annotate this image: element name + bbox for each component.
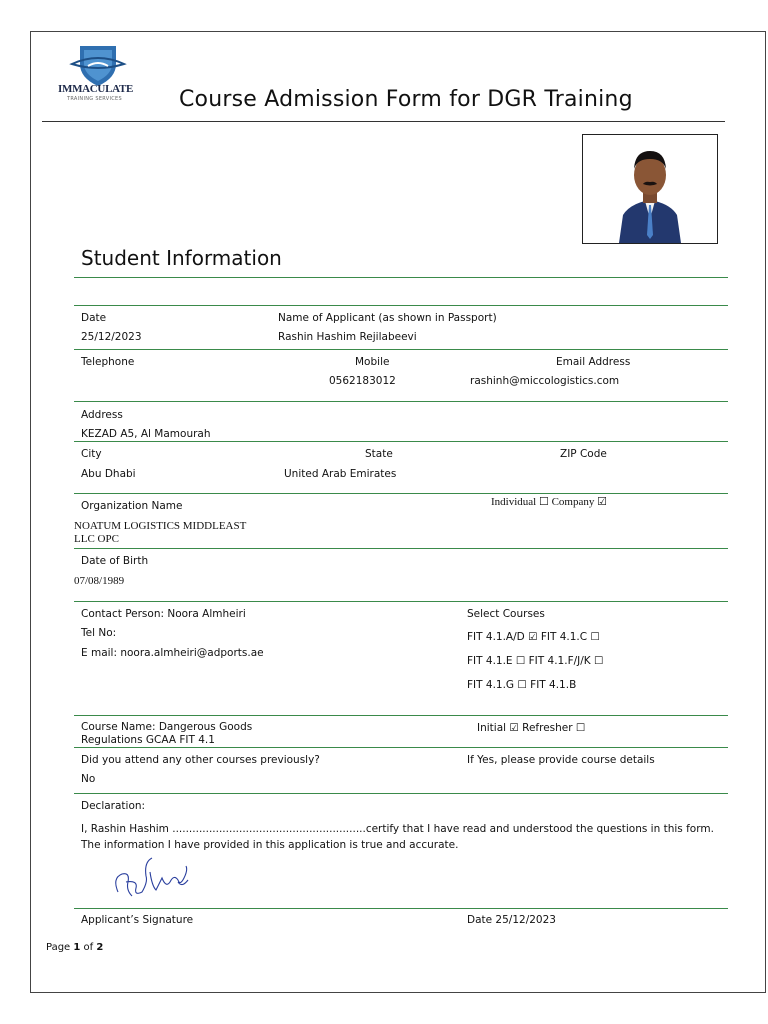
signature-label: Applicant’s Signature [81, 914, 194, 926]
page-number [46, 941, 103, 955]
page-mid: of [80, 942, 97, 953]
organization-type-checkboxes[interactable]: Individual ☐ Company ☑ [491, 496, 607, 508]
declaration-line1: I, Rashin Hashim ..........................................................certify that I have read and understood the questions in this form. [81, 823, 714, 835]
divider-8 [74, 601, 728, 602]
select-courses-label: Select Courses [467, 608, 545, 620]
course-details-label: If Yes, please provide course details [467, 754, 655, 766]
page-current: 1 [73, 942, 81, 953]
contact-person: Contact Person: Noora Almheiri [81, 608, 246, 620]
city-label: City [81, 448, 102, 460]
telephone-label: Telephone [81, 356, 135, 368]
course-name-line1: Course Name: Dangerous Goods [81, 721, 253, 733]
divider-11 [74, 793, 728, 794]
dob-value[interactable]: 07/08/1989 [74, 575, 125, 587]
state-label: State [365, 448, 393, 460]
mobile-value[interactable]: 0562183012 [329, 375, 396, 387]
previous-courses-label: Did you attend any other courses previously? [81, 754, 320, 766]
declaration-line2: The information I have provided in this application is true and accurate. [81, 839, 459, 851]
page-title: Course Admission Form for DGR Training [179, 87, 633, 112]
email-label: Email Address [556, 356, 631, 368]
divider-7 [74, 548, 728, 549]
applicant-name-value[interactable]: Rashin Hashim Rejilabeevi [278, 331, 417, 343]
divider-1 [74, 277, 728, 278]
logo-subtext: TRAINING SERVICES [67, 96, 122, 102]
contact-email: E mail: noora.almheiri@adports.ae [81, 647, 264, 659]
applicant-name-label: Name of Applicant (as shown in Passport) [278, 312, 497, 324]
date-label: Date [81, 312, 107, 324]
logo-text: IMMACULATE [58, 83, 134, 95]
address-label: Address [81, 409, 123, 421]
divider-2 [74, 305, 728, 306]
declaration-label: Declaration: [81, 800, 146, 812]
city-value[interactable]: Abu Dhabi [81, 468, 136, 480]
dob-label: Date of Birth [81, 555, 149, 567]
divider-9 [74, 715, 728, 716]
applicant-portrait-image [583, 135, 717, 243]
state-value[interactable]: United Arab Emirates [284, 468, 397, 480]
address-value[interactable]: KEZAD A5, Al Mamourah [81, 428, 211, 440]
section-title: Student Information [81, 246, 282, 270]
divider-4 [74, 401, 728, 402]
organization-value-line2[interactable]: LLC OPC [74, 533, 119, 545]
organization-label: Organization Name [81, 500, 183, 512]
company-logo [58, 42, 138, 122]
course-type-checkboxes[interactable]: Initial ☑ Refresher ☐ [477, 722, 586, 734]
page-total: 2 [96, 942, 104, 953]
divider-12 [74, 908, 728, 909]
organization-value-line1[interactable]: NOATUM LOGISTICS MIDDLEAST [74, 520, 247, 532]
signature-date: Date 25/12/2023 [467, 914, 556, 926]
divider-3 [74, 349, 728, 350]
divider-6 [74, 493, 728, 494]
courses-option-row2[interactable]: FIT 4.1.E ☐ FIT 4.1.F/J/K ☐ [467, 655, 604, 667]
applicant-signature-image [108, 852, 198, 904]
page-prefix: Page [46, 942, 74, 953]
course-name-line2: Regulations GCAA FIT 4.1 [81, 734, 215, 746]
tel-no-label: Tel No: [81, 627, 117, 639]
divider-10 [74, 747, 728, 748]
applicant-photo [582, 134, 718, 244]
header-divider [42, 121, 725, 122]
divider-5 [74, 441, 728, 442]
signature-scribble [108, 852, 198, 904]
email-value[interactable]: rashinh@miccologistics.com [470, 375, 620, 387]
courses-option-row1[interactable]: FIT 4.1.A/D ☑ FIT 4.1.C ☐ [467, 631, 600, 643]
courses-option-row3[interactable]: FIT 4.1.G ☐ FIT 4.1.B [467, 679, 577, 691]
date-value[interactable]: 25/12/2023 [81, 331, 142, 343]
previous-courses-value[interactable]: No [81, 773, 96, 785]
zip-label: ZIP Code [560, 448, 607, 460]
mobile-label: Mobile [355, 356, 390, 368]
